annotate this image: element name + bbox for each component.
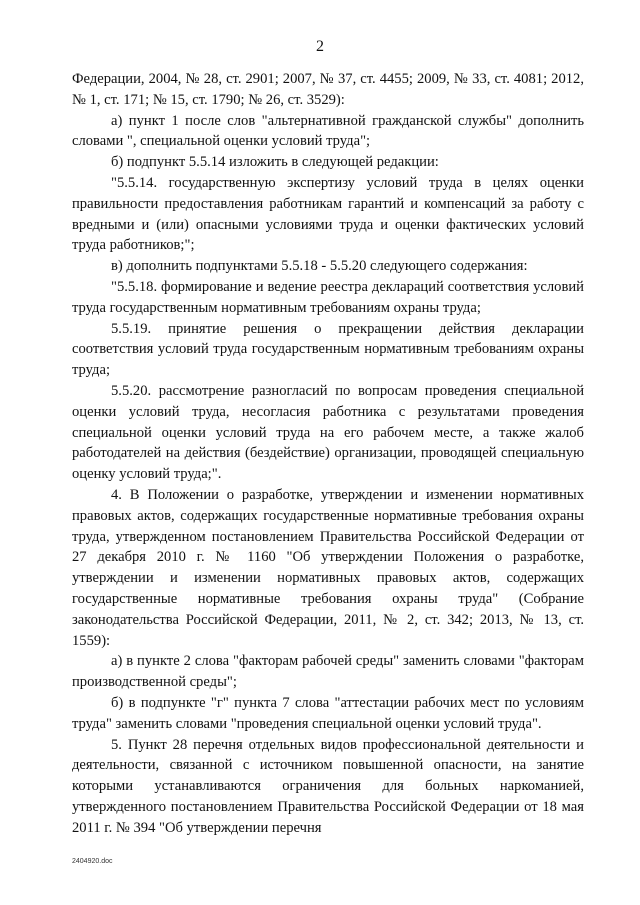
page-number: 2 <box>316 38 324 55</box>
paragraph-3: б) подпункт 5.5.14 изложить в следующей редакции: <box>111 154 439 171</box>
document-body <box>72 69 584 838</box>
paragraph-2: а) пункт 1 после слов "альтернативной гражданской службы" дополнить словами ", специальной оценки условий труда"; <box>72 112 584 150</box>
footer-filename: 2404920.doc <box>72 858 113 865</box>
paragraph-7: 5.5.19. принятие решения о прекращении действия декларации соответствия условий труда государственным нормативным требованиям охраны труда; <box>72 320 584 379</box>
paragraph-8: 5.5.20. рассмотрение разногласий по вопросам проведения специальной оценки условий труда, несогласия работника с результатами проведения специальной оценки условий труда на его рабочем месте, а также жалоб работодателей на действия (бездействие) организации, проводящей специальную оценку условий труда;". <box>72 382 584 483</box>
paragraph-1: Федерации, 2004, № 28, ст. 2901; 2007, № 37, ст. 4455; 2009, № 33, ст. 4081; 2012, № 1, ст. 171; № 15, ст. 1790; № 26, ст. 3529): <box>72 71 584 108</box>
paragraph-5: в) дополнить подпунктами 5.5.18 - 5.5.20 следующего содержания: <box>111 258 528 275</box>
paragraph-10: а) в пункте 2 слова "факторам рабочей среды" заменить словами "факторам производственной среды"; <box>72 653 584 691</box>
paragraph-4: "5.5.14. государственную экспертизу условий труда в целях оценки правильности предоставления работникам гарантий и компенсаций за работу с вредными и (или) опасными условиями труда и оценки фактических условий труда работников;"; <box>72 174 584 254</box>
paragraph-9: 4. В Положении о разработке, утверждении и изменении нормативных правовых актов, содержащих государственные нормативные требования охраны труда, утвержденном постановлением Правительства Российской Федерации от 27 декабря 2010 г. № 1160 "Об утверждении Положения о разработке, утверждении и изменении нормативных правовых актов, содержащих государственные нормативные требования охраны труда" (Собрание законодательства Российской Федерации, 2011, № 2, ст. 342; 2013, № 13, ст. 1559): <box>72 486 584 649</box>
paragraph-6: "5.5.18. формирование и ведение реестра деклараций соответствия условий труда государственным нормативным требованиям охраны труда; <box>72 278 584 316</box>
paragraph-11: б) в подпункте "г" пункта 7 слова "аттестации рабочих мест по условиям труда" заменить словами "проведения специальной оценки условий труда". <box>72 694 584 732</box>
paragraph-12: 5. Пункт 28 перечня отдельных видов профессиональной деятельности и деятельности, связанной с источником повышенной опасности, на занятие которыми устанавливаются ограничения для больных наркоманией, утвержденного постановлением Правительства Российской Федерации от 18 мая 2011 г. № 394 "Об утверждении перечня <box>72 736 584 836</box>
